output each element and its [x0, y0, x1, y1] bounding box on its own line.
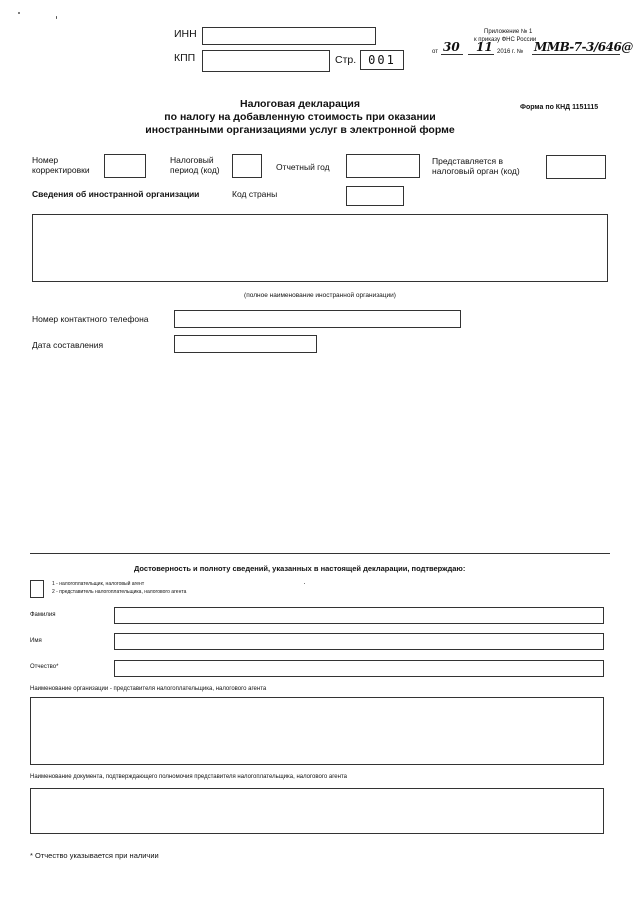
- title-line2: по налогу на добавленную стоимость при оказании: [164, 111, 436, 123]
- authority-doc-label: Наименование документа, подтверждающего полномочия представителя налогоплательщика, налогового агента: [30, 774, 347, 780]
- authority-doc-field[interactable]: [30, 788, 604, 834]
- confirmation-heading: Достоверность и полноту сведений, указанных в настоящей декларации, подтверждаю:: [134, 564, 466, 573]
- signer-option-2: 2 - представитель налогоплательщика, налогового агента: [52, 589, 187, 595]
- inn-label: ИНН: [174, 28, 197, 40]
- compile-date-label: Дата составления: [32, 340, 104, 350]
- tax-period-label: Налоговый период (код): [170, 155, 220, 175]
- patronymic-field[interactable]: [114, 660, 604, 677]
- title-line3: иностранными организациями услуг в электронной форме: [145, 124, 455, 136]
- contact-phone-field[interactable]: [174, 310, 461, 328]
- name-field[interactable]: [114, 633, 604, 650]
- month-underline: [468, 54, 494, 55]
- page-number-field[interactable]: 001: [360, 50, 404, 70]
- signer-type-field[interactable]: [30, 580, 44, 598]
- declaration-title: [120, 98, 480, 137]
- foreign-org-name-field[interactable]: [32, 214, 608, 282]
- country-code-label: Код страны: [232, 189, 278, 199]
- scan-speck: [18, 12, 20, 14]
- surname-label: Фамилия: [30, 612, 56, 618]
- appendix-month: 11: [476, 40, 493, 54]
- rep-org-name-label: Наименование организации - представителя налогоплательщика, налогового агента: [30, 686, 267, 692]
- section-divider: [30, 553, 610, 554]
- appendix-order-number: ММВ-7-3/646@: [534, 40, 633, 54]
- order-underline: [532, 54, 620, 55]
- appendix-year-text: 2016 г. №: [497, 49, 524, 55]
- country-code-field[interactable]: [346, 186, 404, 206]
- kpp-field[interactable]: [202, 50, 330, 72]
- appendix-day: 30: [443, 40, 460, 54]
- tax-period-field[interactable]: [232, 154, 262, 178]
- report-year-label: Отчетный год: [276, 162, 330, 172]
- rep-org-name-field[interactable]: [30, 697, 604, 765]
- name-label: Имя: [30, 638, 42, 644]
- title-line1: Налоговая декларация: [240, 98, 360, 110]
- patronymic-footnote: * Отчество указывается при наличии: [30, 851, 159, 860]
- appendix-from-label: от: [432, 49, 438, 55]
- scan-speck: [304, 583, 305, 584]
- appendix-line2: к приказу ФНС России: [474, 37, 537, 43]
- compile-date-field[interactable]: [174, 335, 317, 353]
- patronymic-label: Отчество*: [30, 664, 59, 670]
- page-label: Стр.: [335, 54, 357, 66]
- correction-number-field[interactable]: [104, 154, 146, 178]
- org-full-name-caption: (полное наименование иностранной организации): [244, 292, 396, 299]
- tax-authority-field[interactable]: [546, 155, 606, 179]
- tax-authority-label: Представляется в налоговый орган (код): [432, 156, 520, 176]
- appendix-line1: Приложение № 1: [484, 29, 533, 35]
- contact-phone-label: Номер контактного телефона: [32, 314, 149, 324]
- signer-option-1: 1 - налогоплательщик, налоговый агент: [52, 581, 145, 587]
- correction-number-label: Номер корректировки: [32, 155, 90, 175]
- surname-field[interactable]: [114, 607, 604, 624]
- report-year-field[interactable]: [346, 154, 420, 178]
- scan-speck: [56, 16, 57, 19]
- inn-field[interactable]: [202, 27, 376, 45]
- form-code: Форма по КНД 1151115: [520, 104, 599, 111]
- foreign-org-info-heading: Сведения об иностранной организации: [32, 189, 200, 199]
- kpp-label: КПП: [174, 52, 196, 64]
- day-underline: [441, 54, 463, 55]
